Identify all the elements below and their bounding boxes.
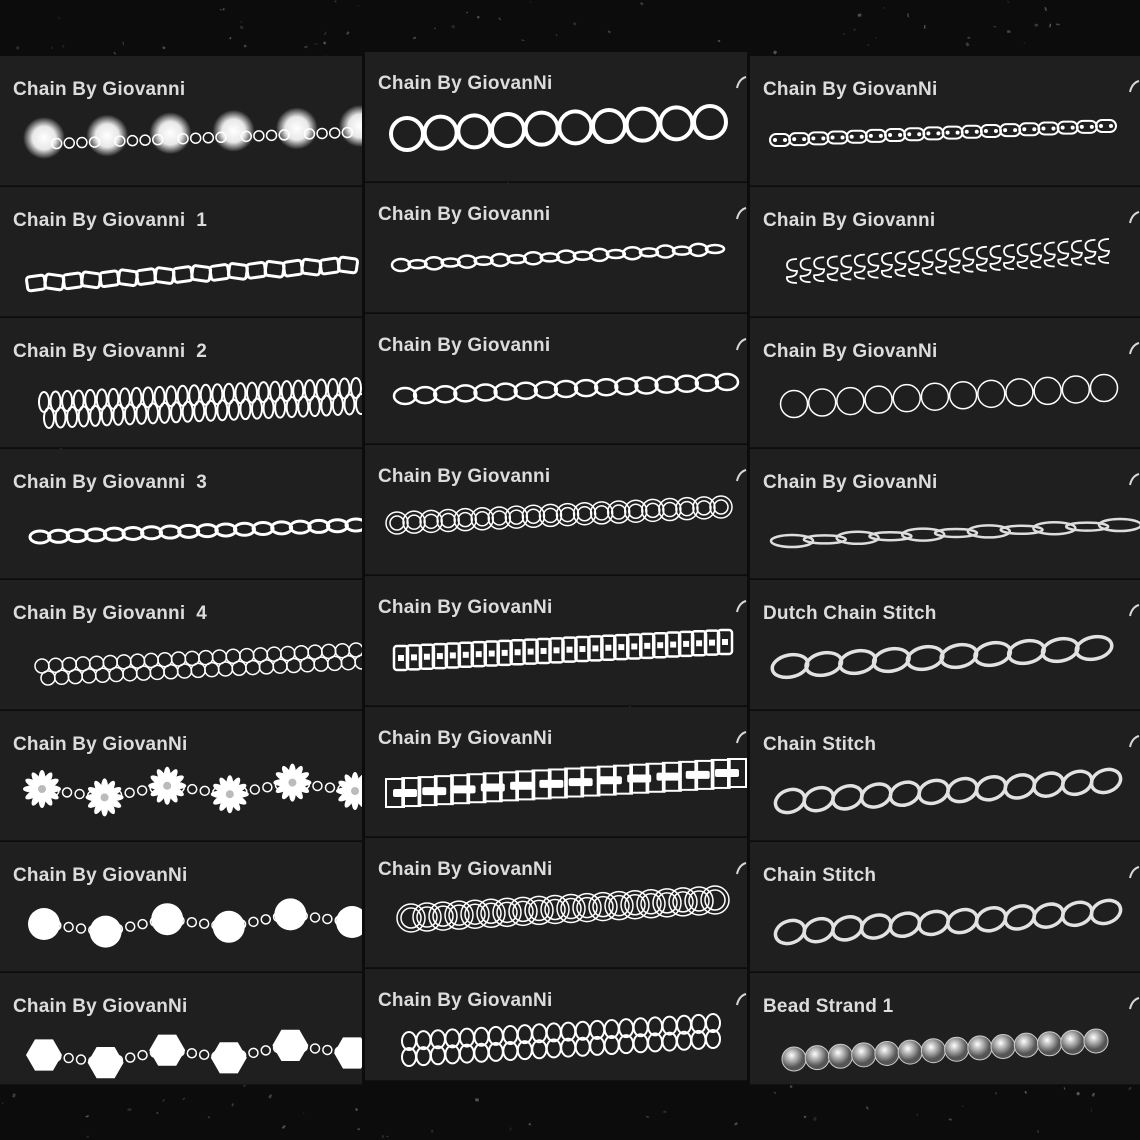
drag-handle-icon[interactable]	[1128, 80, 1140, 94]
brush-tile[interactable]	[0, 580, 362, 710]
drag-handle-icon[interactable]	[735, 207, 747, 221]
brush-stroke-preview	[0, 56, 362, 185]
brush-name: Chain By GiovanNi	[378, 597, 553, 618]
brush-tile[interactable]	[750, 580, 1140, 710]
drag-handle-icon[interactable]	[735, 338, 747, 352]
drag-handle-icon[interactable]	[1128, 997, 1140, 1011]
brush-name: Chain Stitch	[763, 865, 877, 886]
brush-name: Chain By Giovanni	[378, 466, 551, 487]
brush-stroke-preview	[365, 838, 747, 967]
brush-stroke-preview	[0, 711, 362, 840]
drag-handle-icon[interactable]	[735, 993, 747, 1007]
brush-stroke-preview	[0, 318, 362, 447]
brush-tile[interactable]	[0, 187, 362, 317]
brush-name: Chain By GiovanNi	[13, 734, 188, 755]
brush-name: Chain By GiovanNi	[378, 728, 553, 749]
brush-stroke-preview	[0, 973, 362, 1084]
brush-name: Bead Strand 1	[763, 996, 894, 1017]
brush-tile[interactable]	[750, 56, 1140, 186]
drag-handle-icon[interactable]	[1128, 604, 1140, 618]
brush-name: Chain By GiovanNi	[13, 865, 188, 886]
brush-stroke-preview	[750, 187, 1140, 316]
brush-name: Chain By GiovanNi	[378, 859, 553, 880]
drag-handle-icon[interactable]	[1128, 866, 1140, 880]
brush-stroke-preview	[750, 449, 1140, 578]
brush-tile[interactable]	[0, 318, 362, 448]
brush-name: Chain By Giovanni 4	[13, 603, 208, 624]
brush-tile[interactable]	[750, 842, 1140, 972]
drag-handle-icon[interactable]	[1128, 342, 1140, 356]
drag-handle-icon[interactable]	[735, 76, 747, 90]
brush-tile[interactable]	[0, 56, 362, 186]
brush-tile[interactable]	[750, 187, 1140, 317]
brush-name: Chain By Giovanni	[13, 79, 186, 100]
brush-tile[interactable]	[750, 711, 1140, 841]
brush-tile[interactable]	[365, 576, 747, 706]
brush-stroke-preview	[365, 183, 747, 312]
brush-tile[interactable]	[0, 842, 362, 972]
drag-handle-icon[interactable]	[1128, 473, 1140, 487]
brush-stroke-preview	[0, 449, 362, 578]
brush-name: Chain By Giovanni	[378, 335, 551, 356]
brush-tile[interactable]	[365, 445, 747, 575]
brush-stroke-preview	[750, 711, 1140, 840]
brush-stroke-preview	[750, 580, 1140, 709]
drag-handle-icon[interactable]	[735, 731, 747, 745]
brush-stroke-preview	[0, 842, 362, 971]
brush-name: Chain By Giovanni	[763, 210, 936, 231]
drag-handle-icon[interactable]	[735, 469, 747, 483]
brush-stroke-preview	[365, 52, 747, 181]
brush-tile[interactable]	[0, 973, 362, 1085]
brush-stroke-preview	[750, 318, 1140, 447]
drag-handle-icon[interactable]	[735, 862, 747, 876]
brush-name: Dutch Chain Stitch	[763, 603, 937, 624]
brush-tile[interactable]	[365, 314, 747, 444]
brush-tile[interactable]	[0, 711, 362, 841]
brush-tile[interactable]	[365, 183, 747, 313]
brush-name: Chain By GiovanNi	[763, 341, 938, 362]
brush-stroke-preview	[365, 445, 747, 574]
brush-tile[interactable]	[750, 973, 1140, 1085]
brush-stroke-preview	[750, 842, 1140, 971]
brush-stroke-preview	[750, 973, 1140, 1084]
drag-handle-icon[interactable]	[735, 600, 747, 614]
brush-tile[interactable]	[365, 707, 747, 837]
brush-tile[interactable]	[365, 52, 747, 182]
brush-tile[interactable]	[750, 318, 1140, 448]
brush-name: Chain By Giovanni 2	[13, 341, 208, 362]
brush-name: Chain By Giovanni	[378, 204, 551, 225]
brush-tile[interactable]	[365, 838, 747, 968]
brush-name: Chain By Giovanni 3	[13, 472, 208, 493]
brush-stroke-preview	[0, 580, 362, 709]
brush-stroke-preview	[365, 707, 747, 836]
brush-stroke-preview	[365, 576, 747, 705]
brush-name: Chain By GiovanNi	[378, 990, 553, 1011]
brush-stroke-preview	[365, 314, 747, 443]
brush-tile[interactable]	[365, 969, 747, 1081]
brush-stroke-preview	[750, 56, 1140, 185]
brush-stroke-preview	[0, 187, 362, 316]
brush-name: Chain By GiovanNi	[763, 79, 938, 100]
brush-tile[interactable]	[750, 449, 1140, 579]
brush-tile[interactable]	[0, 449, 362, 579]
brush-name: Chain By GiovanNi	[378, 73, 553, 94]
brush-name: Chain By GiovanNi	[763, 472, 938, 493]
brush-stroke-preview	[365, 969, 747, 1080]
brush-name: Chain Stitch	[763, 734, 877, 755]
drag-handle-icon[interactable]	[1128, 211, 1140, 225]
brush-name: Chain By Giovanni 1	[13, 210, 208, 231]
drag-handle-icon[interactable]	[1128, 735, 1140, 749]
brush-name: Chain By GiovanNi	[13, 996, 188, 1017]
